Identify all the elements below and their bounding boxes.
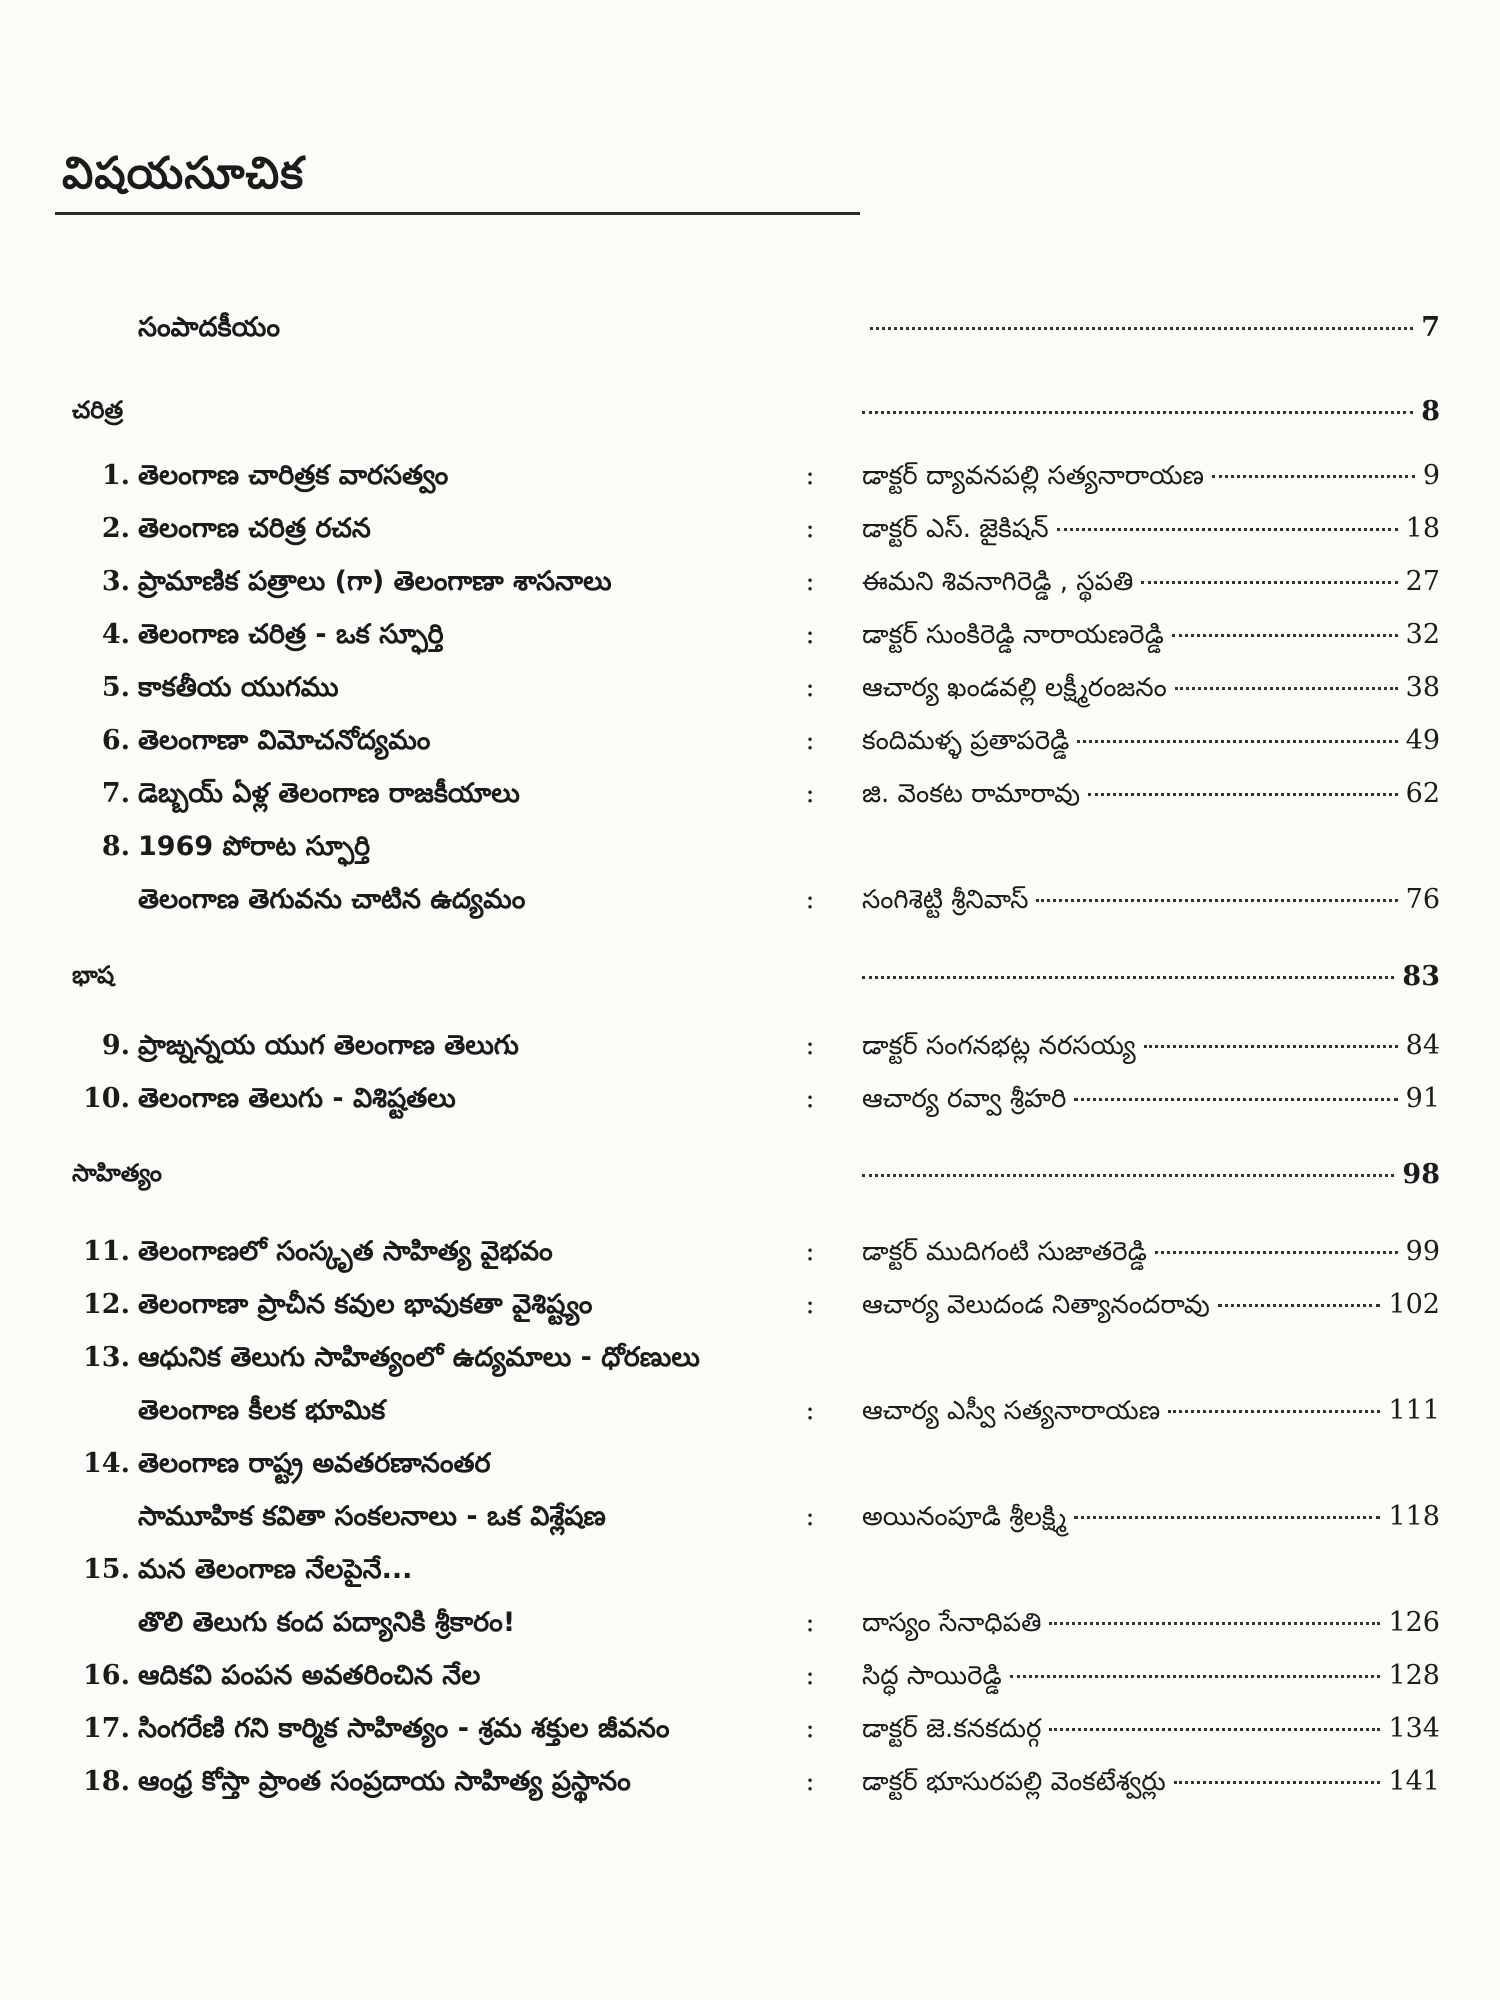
page-title: విషయసూచిక bbox=[62, 148, 305, 199]
entry-number: 8. bbox=[101, 831, 130, 862]
entry-number: 18. bbox=[83, 1766, 130, 1797]
page-number: 18 bbox=[1405, 513, 1440, 544]
toc-entry[interactable] bbox=[0, 1550, 1460, 1590]
entry-title: ప్రాఙ్నన్నయ యుగ తెలంగాణ తెలుగు bbox=[138, 1030, 519, 1061]
toc-entry[interactable] bbox=[0, 774, 1460, 814]
entry-number: 11. bbox=[83, 1236, 130, 1267]
dot-leader bbox=[1155, 1251, 1398, 1254]
entry-title-line2: తెలంగాణ తెగువను చాటిన ఉద్యమం bbox=[138, 884, 526, 915]
toc-entry[interactable] bbox=[0, 456, 1460, 496]
section-rhs bbox=[862, 1159, 1440, 1190]
entry-colon: : bbox=[805, 1083, 815, 1114]
dot-leader bbox=[1074, 1516, 1380, 1519]
entry-title: కాకతీయ యుగము bbox=[138, 672, 339, 703]
page-number: 32 bbox=[1405, 619, 1440, 650]
entry-title-line2: తొలి తెలుగు కంద పద్యానికి శ్రీకారం! bbox=[138, 1607, 516, 1638]
entry-rhs bbox=[862, 513, 1440, 550]
entry-rhs bbox=[862, 1713, 1440, 1750]
page-number: 76 bbox=[1405, 884, 1440, 915]
page-number: 38 bbox=[1405, 672, 1440, 703]
entry-number: 3. bbox=[101, 566, 130, 597]
entry-colon: : bbox=[805, 1766, 815, 1797]
entry-number: 5. bbox=[101, 672, 130, 703]
entry-title: సింగరేణి గని కార్మిక సాహిత్యం - శ్రమ శక్తుల జీవనం bbox=[138, 1713, 670, 1744]
entry-title: తెలంగాణ రాష్ట్ర అవతరణానంతర bbox=[138, 1448, 491, 1479]
page-number: 49 bbox=[1405, 725, 1440, 756]
entry-title-line2: తెలంగాణ కీలక భూమిక bbox=[138, 1395, 386, 1426]
entry-rhs bbox=[862, 1501, 1440, 1538]
entry-title: ఆదికవి పంపన అవతరించిన నేల bbox=[138, 1660, 481, 1691]
section-title: చరిత్ర bbox=[72, 396, 124, 424]
page-number: 98 bbox=[1402, 1159, 1440, 1190]
entry-number: 14. bbox=[83, 1448, 130, 1479]
entry-rhs bbox=[862, 1236, 1440, 1273]
entry-colon: : bbox=[805, 566, 815, 597]
entry-number: 10. bbox=[83, 1083, 130, 1114]
entry-rhs bbox=[862, 1607, 1440, 1644]
entry-title: డెబ్బయ్ ఏళ్ల తెలంగాణ రాజకీయాలు bbox=[138, 778, 520, 809]
toc-entry[interactable] bbox=[0, 1026, 1460, 1066]
entry-colon: : bbox=[805, 1289, 815, 1320]
entry-author: ఈమని శివనాగిరెడ్డి , స్థపతి bbox=[862, 567, 1134, 597]
entry-author: డాక్టర్ జె.కనకదుర్గ bbox=[862, 1714, 1042, 1744]
page-number: 128 bbox=[1388, 1660, 1440, 1691]
toc-entry[interactable] bbox=[0, 1285, 1460, 1325]
page-number: 84 bbox=[1405, 1030, 1440, 1061]
toc-entry[interactable] bbox=[0, 1079, 1460, 1119]
entry-author: డాక్టర్ సుంకిరెడ్డి నారాయణరెడ్డి bbox=[862, 620, 1164, 650]
entry-rhs bbox=[862, 619, 1440, 656]
page-number: 83 bbox=[1402, 961, 1440, 992]
page-number: 7 bbox=[1421, 312, 1440, 343]
entry-rhs bbox=[862, 1395, 1440, 1432]
entry-colon: : bbox=[805, 1030, 815, 1061]
entry-colon: : bbox=[805, 513, 815, 544]
dot-leader bbox=[1057, 528, 1398, 531]
entry-number: 17. bbox=[83, 1713, 130, 1744]
toc-entry[interactable] bbox=[0, 721, 1460, 761]
entry-rhs bbox=[862, 725, 1440, 762]
entry-title: తెలంగాణ చారిత్రక వారసత్వం bbox=[138, 460, 449, 491]
entry-author: ఆచార్య రవ్వా శ్రీహరి bbox=[862, 1084, 1067, 1114]
entry-author: డాక్టర్ ఎస్. జైకిషన్ bbox=[862, 514, 1049, 544]
page-number: 118 bbox=[1388, 1501, 1440, 1532]
entry-rhs bbox=[862, 460, 1440, 497]
entry-colon: : bbox=[805, 619, 815, 650]
section-header-literature[interactable] bbox=[0, 1155, 1460, 1195]
entry-colon: : bbox=[805, 725, 815, 756]
dot-leader bbox=[870, 327, 1413, 330]
title-divider bbox=[55, 212, 860, 215]
entry-colon: : bbox=[805, 778, 815, 809]
entry-rhs bbox=[862, 1289, 1440, 1326]
entry-title-line2: సామూహిక కవితా సంకలనాలు - ఒక విశ్లేషణ bbox=[138, 1501, 606, 1532]
entry-title: తెలంగాణా ప్రాచీన కవుల భావుకతా వైశిష్ట్యం bbox=[138, 1289, 593, 1320]
toc-entry[interactable] bbox=[0, 827, 1460, 867]
page-number: 91 bbox=[1405, 1083, 1440, 1114]
entry-number: 13. bbox=[83, 1342, 130, 1373]
dot-leader bbox=[1010, 1675, 1381, 1678]
entry-colon: : bbox=[805, 1501, 815, 1532]
entry-author: జి. వెంకట రామారావు bbox=[862, 779, 1081, 809]
entry-rhs bbox=[862, 672, 1440, 709]
toc-entry[interactable] bbox=[0, 1232, 1460, 1272]
entry-title: ఆధునిక తెలుగు సాహిత్యంలో ఉద్యమాలు - ధోరణులు bbox=[138, 1342, 700, 1373]
entry-colon: : bbox=[805, 1236, 815, 1267]
section-rhs bbox=[862, 396, 1440, 427]
entry-title: 1969 పోరాట స్ఫూర్తి bbox=[138, 831, 371, 862]
entry-number: 7. bbox=[101, 778, 130, 809]
entry-rhs bbox=[862, 1030, 1440, 1067]
dot-leader bbox=[1212, 475, 1415, 478]
page-number: 102 bbox=[1388, 1289, 1440, 1320]
section-rhs bbox=[862, 961, 1440, 992]
entry-number: 16. bbox=[83, 1660, 130, 1691]
entry-title: మన తెలంగాణ నేలపైనే... bbox=[138, 1554, 413, 1585]
entry-author: సిద్ధ సాయిరెడ్డి bbox=[862, 1661, 1002, 1691]
entry-colon: : bbox=[805, 672, 815, 703]
entry-author: డాక్టర్ ద్యావనపల్లి సత్యనారాయణ bbox=[862, 461, 1204, 491]
entry-number: 1. bbox=[101, 460, 130, 491]
entry-author: కందిమళ్ళ ప్రతాపరెడ్డి bbox=[862, 726, 1070, 756]
entry-rhs bbox=[862, 566, 1440, 603]
entry-title: తెలంగాణలో సంస్కృత సాహిత్య వైభవం bbox=[138, 1236, 553, 1267]
toc-entry[interactable] bbox=[0, 668, 1460, 708]
entry-number: 15. bbox=[83, 1554, 130, 1585]
entry-colon: : bbox=[805, 1395, 815, 1426]
page-number: 9 bbox=[1422, 460, 1440, 491]
dot-leader bbox=[862, 411, 1413, 414]
dot-leader bbox=[1077, 740, 1397, 743]
entry-rhs bbox=[862, 884, 1440, 921]
entry-number: 6. bbox=[101, 725, 130, 756]
dot-leader bbox=[1036, 899, 1397, 902]
toc-editorial-row[interactable] bbox=[0, 308, 1460, 348]
entry-author: డాక్టర్ సంగనభట్ల నరసయ్య bbox=[862, 1031, 1136, 1061]
dot-leader bbox=[1088, 793, 1398, 796]
toc-entry-continuation[interactable] bbox=[0, 1497, 1460, 1537]
entry-title: తెలంగాణ తెలుగు - విశిష్టతలు bbox=[138, 1083, 456, 1114]
entry-author: దాస్యం సేనాధిపతి bbox=[862, 1608, 1042, 1638]
dot-leader bbox=[1049, 1622, 1380, 1625]
entry-rhs bbox=[862, 1766, 1440, 1803]
entry-number: 4. bbox=[101, 619, 130, 650]
entry-rhs bbox=[862, 1083, 1440, 1120]
entry-number: 12. bbox=[83, 1289, 130, 1320]
entry-rhs bbox=[862, 778, 1440, 815]
entry-title: తెలంగాణా విమోచనోద్యమం bbox=[138, 725, 431, 756]
entry-title: ప్రామాణిక పత్రాలు (గా) తెలంగాణా శాసనాలు bbox=[138, 566, 612, 597]
entry-author: ఆచార్య వెలుదండ నిత్యానందరావు bbox=[862, 1290, 1210, 1320]
dot-leader bbox=[1168, 1410, 1380, 1413]
entry-author: ఆచార్య ఎస్వీ సత్యనారాయణ bbox=[862, 1396, 1161, 1426]
page-number: 111 bbox=[1388, 1395, 1440, 1426]
toc-entry[interactable] bbox=[0, 1656, 1460, 1696]
toc-entry-continuation[interactable] bbox=[0, 1603, 1460, 1643]
entry-number: 9. bbox=[101, 1030, 130, 1061]
entry-rhs bbox=[862, 1660, 1440, 1697]
dot-leader bbox=[1174, 1781, 1381, 1784]
toc-entry[interactable] bbox=[0, 1709, 1460, 1749]
dot-leader bbox=[1144, 1045, 1398, 1048]
toc-entry[interactable] bbox=[0, 1762, 1460, 1802]
entry-author: అయినంపూడి శ్రీలక్ష్మి bbox=[862, 1502, 1067, 1532]
entry-number: 2. bbox=[101, 513, 130, 544]
entry-colon: : bbox=[805, 884, 815, 915]
page-number: 99 bbox=[1405, 1236, 1440, 1267]
toc-entry-continuation[interactable] bbox=[0, 1391, 1460, 1431]
section-header-language[interactable] bbox=[0, 957, 1460, 997]
entry-author: డాక్టర్ ముదిగంటి సుజాతరెడ్డి bbox=[862, 1237, 1147, 1267]
entry-colon: : bbox=[805, 460, 815, 491]
page-number: 141 bbox=[1388, 1766, 1440, 1797]
dot-leader bbox=[862, 976, 1394, 979]
dot-leader bbox=[1172, 634, 1398, 637]
dot-leader bbox=[1218, 1304, 1381, 1307]
entry-author: ఆచార్య ఖండవల్లి లక్ష్మీరంజనం bbox=[862, 673, 1167, 703]
toc-entry-continuation[interactable] bbox=[0, 880, 1460, 920]
entry-title: తెలంగాణ చరిత్ర - ఒక స్ఫూర్తి bbox=[138, 619, 444, 650]
entry-colon: : bbox=[805, 1660, 815, 1691]
page-number: 62 bbox=[1405, 778, 1440, 809]
page-number: 27 bbox=[1405, 566, 1440, 597]
entry-author: సంగిశెట్టి శ్రీనివాస్ bbox=[862, 885, 1029, 915]
section-title: సాహిత్యం bbox=[72, 1159, 162, 1187]
entry-title: సంపాదకీయం bbox=[138, 312, 281, 343]
toc-entry[interactable] bbox=[0, 509, 1460, 549]
entry-colon: : bbox=[805, 1713, 815, 1744]
toc-entry[interactable] bbox=[0, 1444, 1460, 1484]
dot-leader bbox=[1074, 1098, 1397, 1101]
dot-leader bbox=[1049, 1728, 1380, 1731]
entry-title: తెలంగాణ చరిత్ర రచన bbox=[138, 513, 371, 544]
entry-rhs bbox=[862, 312, 1440, 343]
page-number: 126 bbox=[1388, 1607, 1440, 1638]
toc-entry[interactable] bbox=[0, 562, 1460, 602]
page-number: 8 bbox=[1421, 396, 1440, 427]
section-title: భాష bbox=[72, 961, 115, 989]
entry-author: డాక్టర్ భూసురపల్లి వెంకటేశ్వర్లు bbox=[862, 1767, 1166, 1797]
toc-entry[interactable] bbox=[0, 1338, 1460, 1378]
dot-leader bbox=[1175, 687, 1398, 690]
entry-title: ఆంధ్ర కోస్తా ప్రాంత సంప్రదాయ సాహిత్య ప్రస్థానం bbox=[138, 1766, 631, 1797]
toc-entry[interactable] bbox=[0, 615, 1460, 655]
page-number: 134 bbox=[1388, 1713, 1440, 1744]
section-header-history[interactable] bbox=[0, 392, 1460, 432]
entry-colon: : bbox=[805, 1607, 815, 1638]
dot-leader bbox=[1141, 581, 1397, 584]
dot-leader bbox=[862, 1174, 1394, 1177]
